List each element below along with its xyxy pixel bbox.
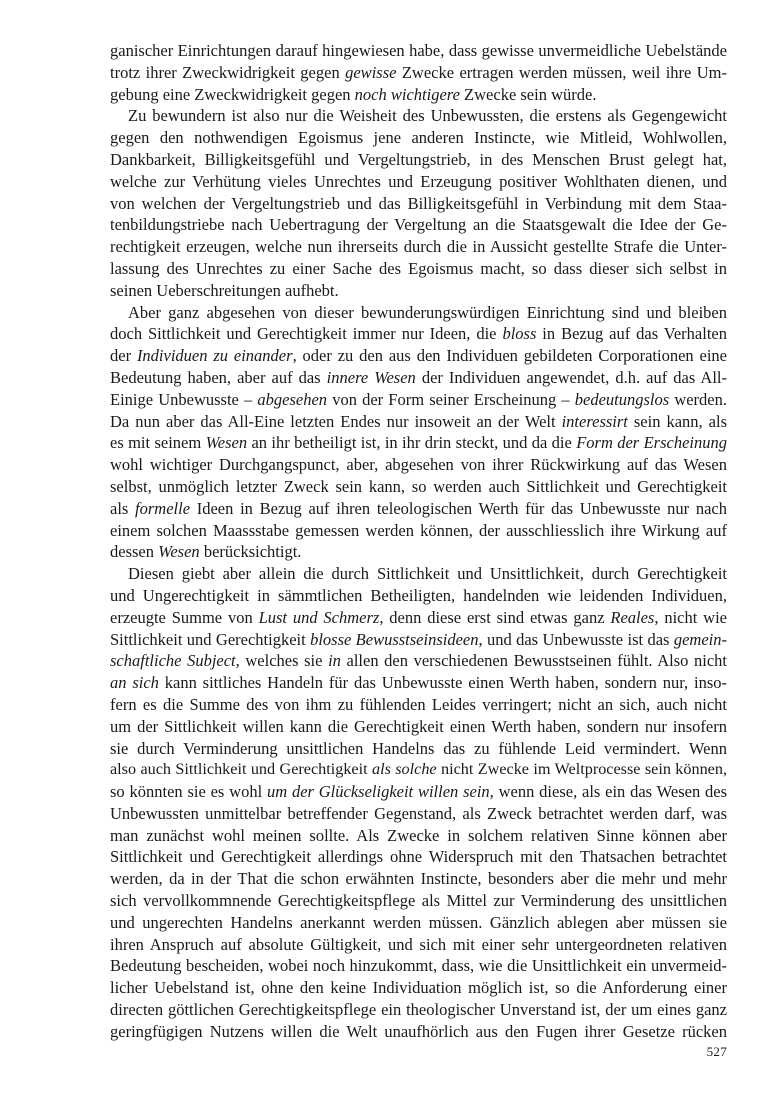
text-run: ihren Anspruch auf absolute Gültigkeit, und sich mit einer sehr untergeordneten relativen	[110, 934, 727, 954]
text-run: sich vervollkommnende Gerechtigkeitspflege als Mittel zur Verminderung des unsittlichen	[110, 891, 727, 911]
italic-text-run: Individuen zu einander	[136, 346, 293, 366]
text-line	[110, 716, 727, 738]
text-run: allen den verschiedenen Bewusstseinen fühlt. Also nicht	[340, 651, 727, 671]
text-line	[110, 759, 727, 781]
italic-text-run: innere Wesen	[326, 367, 416, 387]
text-line	[110, 781, 727, 803]
text-run: lassung des Unrechtes zu einer Sache des Egoismus macht, so dass dieser sich selbst in	[110, 258, 727, 278]
text-run: geringfügigen Nutzens willen die Welt unaufhörlich aus den Fugen ihrer Gesetze rücken	[110, 1021, 727, 1041]
text-run: Sittlichkeit und Gerechtigkeit	[110, 629, 311, 649]
text-run: an ihr betheiligt ist, in ihr drin steckt, und da die	[247, 433, 577, 453]
text-run: von welchen der Vergeltungstrieb und das Billigkeitsgefühl in Verbindung mit dem Staa-	[110, 193, 727, 213]
italic-text-run: schaftliche Subject	[110, 651, 236, 671]
text-run: Bedeutung haben, aber auf das	[110, 367, 327, 387]
text-line	[110, 105, 727, 127]
text-line	[110, 563, 727, 585]
text-run: rechtigkeit erzeugen, welche nun ihrerseits durch die in Aussicht gestellte Strafe die Unter-	[110, 237, 727, 257]
italic-text-run: als solche	[371, 760, 437, 779]
text-line	[110, 520, 727, 542]
text-run: der Individuen angewendet, d.h. auf das All-	[415, 367, 727, 387]
text-run: welche zur Verhütung vieles Unrechtes und Erzeugung positiver Wohlthaten dienen, und	[110, 171, 727, 191]
text-run: , und das Unbewusste ist das	[478, 629, 674, 649]
text-run: selbst, unmöglich letzter Zweck sein kann, so werden auch Sittlichkeit und Gerechtigkeit	[110, 476, 727, 496]
text-run: Diesen giebt aber allein die durch Sittlichkeit und Unsittlichkeit, durch Gerechtigkeit	[128, 564, 727, 584]
text-run: Dankbarkeit, Billigkeitsgefühl und Vergeltungstrieb, in des Menschen Brust gelegt hat,	[110, 149, 727, 169]
italic-text-run: blosse Bewusstseinsideen	[310, 629, 479, 649]
text-run: erzeugte Summe von	[110, 607, 259, 627]
text-run: Zu bewundern ist also nur die Weisheit des Unbewussten, die erstens als Gegengewicht	[128, 106, 727, 126]
text-run: licher Uebelstand ist, ohne den keine Individuation möglich ist, so die Anforderung einer	[110, 978, 727, 998]
text-run: , oder zu den aus den Individuen gebildeten Corporationen eine	[292, 346, 727, 366]
page-number: 527	[706, 1044, 727, 1059]
italic-text-run: um der Glückseligkeit willen sein	[266, 782, 490, 802]
text-line	[110, 934, 727, 956]
text-run: Sittlichkeit und Gerechtigkeit allerdings ohne Widerspruch mit den Thatsachen betrachtet	[110, 847, 727, 867]
text-run: trotz ihrer Zweckwidrigkeit gegen	[110, 62, 346, 82]
italic-text-run: bloss	[502, 324, 537, 344]
text-run: so könnten sie es wohl	[110, 782, 267, 802]
text-line	[110, 84, 727, 106]
text-run: wohl wichtiger Durchgangspunct, aber, abgesehen von ihrer Rückwirkung auf das Wesen	[110, 455, 727, 475]
italic-text-run: noch wichtigere	[354, 84, 460, 104]
text-run: Aber ganz abgesehen von dieser bewunderungswürdigen Einrichtung sind und bleiben	[128, 302, 727, 322]
italic-text-run: gemein-	[673, 629, 727, 649]
text-run: Zwecke sein würde.	[459, 84, 597, 104]
italic-text-run: formelle	[135, 498, 191, 518]
italic-text-run: Wesen	[158, 542, 200, 562]
italic-text-run: in	[328, 651, 341, 671]
text-run: man zunächst wohl meinen sollte. Als Zwecke in solchem relativen Sinne können aber	[110, 825, 727, 845]
italic-text-run: bedeutungslos	[574, 389, 670, 409]
text-line	[110, 454, 727, 476]
text-line	[110, 650, 727, 672]
text-line	[110, 171, 727, 193]
text-run: es mit seinem	[110, 433, 206, 453]
text-run: tenbildungstriebe nach Uebertragung der Vergeltung an die Staatsgewalt die Idee der Ge-	[110, 215, 727, 235]
text-run: in Bezug auf das Verhalten	[536, 324, 727, 344]
text-run: der	[110, 346, 137, 366]
text-line	[110, 214, 727, 236]
text-run: , wenn diese, als ein das Wesen des	[489, 782, 727, 802]
text-run: werden, da in der That die schon erwähnten Instincte, besonders aber die mehr und mehr	[110, 869, 727, 889]
text-line	[110, 977, 727, 999]
text-line	[110, 825, 727, 847]
text-run: Zwecke ertragen werden müssen, weil ihre Um-	[396, 62, 728, 82]
text-run: und ungerechten Handelns anerkannt werden müssen. Gänzlich ablegen aber müssen sie	[110, 912, 727, 932]
text-line	[110, 912, 727, 934]
text-line	[110, 258, 727, 280]
text-line	[110, 411, 727, 433]
text-run: gebung eine Zweckwidrigkeit gegen	[110, 84, 355, 104]
text-line	[110, 846, 727, 868]
text-line	[110, 127, 727, 149]
text-line	[110, 280, 727, 302]
italic-text-run: an sich	[110, 673, 159, 693]
text-line	[110, 738, 727, 760]
italic-text-run: gewisse	[345, 62, 397, 82]
italic-text-run: Form der Erscheinung	[576, 433, 727, 453]
text-line	[110, 432, 727, 454]
text-line	[110, 999, 727, 1021]
text-run: Bedeutung bescheiden, wobei noch hinzukommt, dass, wie die Unsittlichkeit ein unvermeid-	[110, 956, 727, 976]
text-run: , denn diese erst sind etwas ganz	[379, 607, 611, 627]
text-run: also auch Sittlichkeit und Gerechtigkeit	[110, 760, 372, 779]
text-line	[110, 389, 727, 411]
text-line	[110, 585, 727, 607]
text-line	[110, 955, 727, 977]
text-run: Da nun aber das All-Eine letzten Endes nur insoweit an der Welt	[110, 411, 562, 431]
text-run: und Ungerechtigkeit in sämmtlichen Betheiligten, handelnden wie leidenden Individuen,	[110, 585, 727, 605]
text-line	[110, 868, 727, 890]
text-line	[110, 498, 727, 520]
text-run: nicht Zwecke im Weltprocesse sein können,	[436, 760, 728, 779]
italic-text-run: Wesen	[205, 433, 248, 453]
italic-text-run: Reales	[610, 607, 655, 627]
text-line	[110, 890, 727, 912]
text-line	[110, 1021, 727, 1043]
text-line	[110, 607, 727, 629]
text-run: Einige Unbewusste –	[110, 389, 258, 409]
text-run: dessen	[110, 542, 159, 562]
text-line	[110, 476, 727, 498]
text-line	[110, 302, 727, 324]
text-run: gegen den nothwendigen Egoismus jene anderen Instincte, wie Mitleid, Wohlwollen,	[110, 128, 727, 148]
text-run: Ideen in Bezug auf ihren teleologischen Werth für das Unbewusste nur nach	[190, 498, 727, 518]
text-run: directen göttlichen Gerechtigkeitspflege ein theologischer Unverstand ist, der um eines ganz	[110, 1000, 727, 1020]
text-line	[110, 193, 727, 215]
book-page-text	[110, 40, 727, 1043]
text-run: um der Sittlichkeit willen kann die Gerechtigkeit einen Werth haben, sondern nur insofern	[110, 716, 727, 736]
text-run: sein kann, als	[627, 411, 727, 431]
text-line	[110, 629, 727, 651]
text-line	[110, 367, 727, 389]
text-line	[110, 345, 727, 367]
text-line	[110, 236, 727, 258]
text-run: sie durch Verminderung unsittlichen Handelns das zu fühlende Leid vermindert. Wenn	[110, 738, 727, 758]
text-run: berücksichtigt.	[199, 542, 302, 562]
text-run: als	[110, 498, 136, 518]
italic-text-run: abgesehen	[257, 389, 328, 409]
text-line	[110, 541, 727, 563]
text-run: ganischer Einrichtungen darauf hingewiesen habe, dass gewisse unvermeidliche Uebelstände	[110, 41, 727, 60]
text-line	[110, 62, 727, 84]
text-run: einem solchen Maassstabe gemessen werden können, der ausschliesslich ihre Wirkung auf	[110, 520, 727, 540]
text-run: doch Sittlichkeit und Gerechtigkeit immer nur Ideen, die	[110, 324, 503, 344]
text-line	[110, 672, 727, 694]
text-run: von der Form seiner Erscheinung –	[327, 389, 575, 409]
text-run: Unbewussten unmittelbar betreffender Gegenstand, als Zweck betrachtet werden darf, was	[110, 803, 727, 823]
text-run: kann sittliches Handeln für das Unbewusste einen Werth haben, sondern nur, inso-	[158, 673, 727, 693]
text-run: , welches sie	[235, 651, 329, 671]
text-line	[110, 149, 727, 171]
text-run: werden.	[669, 389, 727, 409]
text-line	[110, 40, 727, 62]
text-run: fern es die Summe des von ihm zu fühlenden Leides verringert; nicht an sich, auch nicht	[110, 694, 727, 714]
text-run: , nicht wie	[654, 607, 727, 627]
italic-text-run: Lust und Schmerz	[258, 607, 380, 627]
text-line	[110, 694, 727, 716]
text-line	[110, 323, 727, 345]
text-run: seinen Ueberschreitungen aufhebt.	[110, 280, 339, 300]
text-line	[110, 803, 727, 825]
italic-text-run: interessirt	[561, 411, 628, 431]
